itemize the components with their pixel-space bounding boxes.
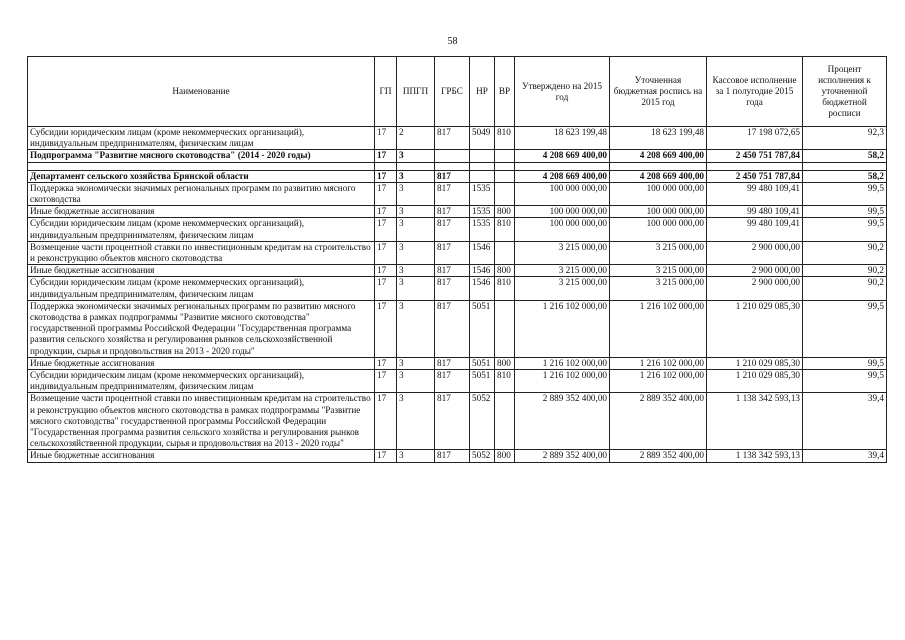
cell-refined: 100 000 000,00 bbox=[610, 218, 707, 241]
cell-name: Субсидии юридическим лицам (кроме некоммерческих организаций), индивидуальным предпринимателям, физическим лицам bbox=[28, 127, 375, 150]
cell-vr: 810 bbox=[495, 277, 515, 300]
cell-gp: 17 bbox=[375, 241, 397, 264]
cell-name: Поддержка экономически значимых региональных программ по развитию мясного скотоводства bbox=[28, 182, 375, 205]
cell-percent: 99,5 bbox=[803, 182, 887, 205]
spacer-cell bbox=[515, 162, 610, 170]
cell-grbs: 817 bbox=[435, 127, 470, 150]
cell-ppgp: 3 bbox=[397, 182, 435, 205]
cell-vr bbox=[495, 150, 515, 162]
cell-approved: 1 216 102 000,00 bbox=[515, 370, 610, 393]
cell-vr: 800 bbox=[495, 265, 515, 277]
cell-vr: 810 bbox=[495, 370, 515, 393]
cell-name: Возмещение части процентной ставки по инвестиционным кредитам на строительство и реконструкцию объектов мясного скотоводства bbox=[28, 241, 375, 264]
cell-cash: 2 450 751 787,84 bbox=[707, 150, 803, 162]
table-row bbox=[28, 450, 887, 462]
cell-name: Подпрограмма "Развитие мясного скотоводства" (2014 - 2020 годы) bbox=[28, 150, 375, 162]
header-grbs: ГРБС bbox=[435, 57, 470, 127]
cell-grbs: 817 bbox=[435, 265, 470, 277]
budget-table bbox=[27, 56, 887, 463]
cell-cash: 17 198 072,65 bbox=[707, 127, 803, 150]
cell-name: Поддержка экономически значимых региональных программ по развитию мясного скотоводства в рамках подпрограммы "Развитие мясного скотоводства" государственной программы Российской Федерации "Государственная программа развития сельского хозяйства и регулирования рынков сельскохозяйственной продукции, сырья и продовольствия на 2013 - 2020 годы" bbox=[28, 300, 375, 357]
cell-approved: 2 889 352 400,00 bbox=[515, 393, 610, 450]
table-row bbox=[28, 241, 887, 264]
cell-ppgp: 3 bbox=[397, 450, 435, 462]
cell-gp: 17 bbox=[375, 150, 397, 162]
cell-percent: 90,2 bbox=[803, 265, 887, 277]
cell-grbs: 817 bbox=[435, 218, 470, 241]
cell-grbs: 817 bbox=[435, 170, 470, 182]
cell-refined: 4 208 669 400,00 bbox=[610, 150, 707, 162]
cell-approved: 3 215 000,00 bbox=[515, 277, 610, 300]
table-row bbox=[28, 218, 887, 241]
cell-gp: 17 bbox=[375, 206, 397, 218]
cell-approved: 4 208 669 400,00 bbox=[515, 170, 610, 182]
cell-name: Департамент сельского хозяйства Брянской области bbox=[28, 170, 375, 182]
cell-refined: 1 216 102 000,00 bbox=[610, 370, 707, 393]
spacer-cell bbox=[435, 162, 470, 170]
cell-name: Субсидии юридическим лицам (кроме некоммерческих организаций), индивидуальным предпринимателям, физическим лицам bbox=[28, 370, 375, 393]
table-row bbox=[28, 170, 887, 182]
page-number: 58 bbox=[447, 36, 458, 47]
cell-np: 5051 bbox=[470, 300, 495, 357]
cell-grbs: 817 bbox=[435, 241, 470, 264]
cell-ppgp: 3 bbox=[397, 241, 435, 264]
cell-approved: 1 216 102 000,00 bbox=[515, 357, 610, 369]
cell-refined: 3 215 000,00 bbox=[610, 265, 707, 277]
cell-cash: 99 480 109,41 bbox=[707, 182, 803, 205]
cell-gp: 17 bbox=[375, 450, 397, 462]
table-row bbox=[28, 150, 887, 162]
cell-cash: 2 900 000,00 bbox=[707, 265, 803, 277]
cell-cash: 1 210 029 085,30 bbox=[707, 357, 803, 369]
cell-refined: 100 000 000,00 bbox=[610, 206, 707, 218]
cell-ppgp: 2 bbox=[397, 127, 435, 150]
cell-vr bbox=[495, 393, 515, 450]
cell-approved: 4 208 669 400,00 bbox=[515, 150, 610, 162]
cell-ppgp: 3 bbox=[397, 170, 435, 182]
table-row bbox=[28, 370, 887, 393]
cell-vr: 800 bbox=[495, 450, 515, 462]
cell-percent: 99,5 bbox=[803, 357, 887, 369]
header-refined: Уточненная бюджетная роспись на 2015 год bbox=[610, 57, 707, 127]
cell-cash: 99 480 109,41 bbox=[707, 206, 803, 218]
cell-grbs: 817 bbox=[435, 393, 470, 450]
cell-grbs bbox=[435, 150, 470, 162]
header-percent: Процент исполнения к уточненной бюджетной росписи bbox=[803, 57, 887, 127]
cell-ppgp: 3 bbox=[397, 265, 435, 277]
cell-np: 1546 bbox=[470, 241, 495, 264]
cell-percent: 58,2 bbox=[803, 170, 887, 182]
cell-approved: 3 215 000,00 bbox=[515, 265, 610, 277]
cell-approved: 3 215 000,00 bbox=[515, 241, 610, 264]
cell-approved: 18 623 199,48 bbox=[515, 127, 610, 150]
cell-gp: 17 bbox=[375, 370, 397, 393]
header-cash: Кассовое исполнение за 1 полугодие 2015 года bbox=[707, 57, 803, 127]
cell-grbs: 817 bbox=[435, 182, 470, 205]
table-row bbox=[28, 265, 887, 277]
cell-np bbox=[470, 150, 495, 162]
spacer-cell bbox=[707, 162, 803, 170]
cell-refined: 1 216 102 000,00 bbox=[610, 357, 707, 369]
spacer-row bbox=[28, 162, 887, 170]
cell-ppgp: 3 bbox=[397, 150, 435, 162]
cell-grbs: 817 bbox=[435, 277, 470, 300]
cell-refined: 3 215 000,00 bbox=[610, 241, 707, 264]
cell-vr bbox=[495, 241, 515, 264]
cell-np: 1535 bbox=[470, 182, 495, 205]
table-row bbox=[28, 127, 887, 150]
cell-name: Субсидии юридическим лицам (кроме некоммерческих организаций), индивидуальным предпринимателям, физическим лицам bbox=[28, 218, 375, 241]
cell-cash: 2 900 000,00 bbox=[707, 277, 803, 300]
cell-vr: 800 bbox=[495, 357, 515, 369]
cell-refined: 4 208 669 400,00 bbox=[610, 170, 707, 182]
cell-gp: 17 bbox=[375, 265, 397, 277]
cell-percent: 99,5 bbox=[803, 300, 887, 357]
cell-vr: 800 bbox=[495, 206, 515, 218]
cell-np: 1546 bbox=[470, 277, 495, 300]
cell-grbs: 817 bbox=[435, 300, 470, 357]
spacer-cell bbox=[28, 162, 375, 170]
cell-np: 1535 bbox=[470, 218, 495, 241]
cell-percent: 39,4 bbox=[803, 450, 887, 462]
cell-cash: 99 480 109,41 bbox=[707, 218, 803, 241]
cell-refined: 1 216 102 000,00 bbox=[610, 300, 707, 357]
spacer-cell bbox=[470, 162, 495, 170]
cell-grbs: 817 bbox=[435, 450, 470, 462]
cell-gp: 17 bbox=[375, 300, 397, 357]
cell-gp: 17 bbox=[375, 127, 397, 150]
cell-name: Субсидии юридическим лицам (кроме некоммерческих организаций), индивидуальным предпринимателям, физическим лицам bbox=[28, 277, 375, 300]
cell-approved: 100 000 000,00 bbox=[515, 182, 610, 205]
cell-ppgp: 3 bbox=[397, 277, 435, 300]
cell-np: 5051 bbox=[470, 370, 495, 393]
cell-ppgp: 3 bbox=[397, 370, 435, 393]
cell-cash: 2 900 000,00 bbox=[707, 241, 803, 264]
cell-ppgp: 3 bbox=[397, 393, 435, 450]
cell-name: Иные бюджетные ассигнования bbox=[28, 357, 375, 369]
cell-np bbox=[470, 170, 495, 182]
table-row bbox=[28, 357, 887, 369]
cell-percent: 39,4 bbox=[803, 393, 887, 450]
cell-name: Возмещение части процентной ставки по инвестиционным кредитам на строительство и реконструкцию объектов мясного скотоводства в рамках подпрограммы "Развитие мясного скотоводства" государственной программы Российской Федерации "Государственная программа развития сельского хозяйства и регулирования рынков сельскохозяйственной продукции, сырья и продовольствия на 2013 - 2020 годы" bbox=[28, 393, 375, 450]
cell-approved: 100 000 000,00 bbox=[515, 218, 610, 241]
cell-percent: 99,5 bbox=[803, 218, 887, 241]
cell-gp: 17 bbox=[375, 182, 397, 205]
table-row bbox=[28, 393, 887, 450]
cell-np: 5052 bbox=[470, 450, 495, 462]
cell-gp: 17 bbox=[375, 357, 397, 369]
cell-refined: 2 889 352 400,00 bbox=[610, 450, 707, 462]
cell-percent: 99,5 bbox=[803, 370, 887, 393]
cell-refined: 100 000 000,00 bbox=[610, 182, 707, 205]
cell-grbs: 817 bbox=[435, 206, 470, 218]
cell-name: Иные бюджетные ассигнования bbox=[28, 450, 375, 462]
spacer-cell bbox=[803, 162, 887, 170]
spacer-cell bbox=[375, 162, 397, 170]
cell-np: 5051 bbox=[470, 357, 495, 369]
header-np: НР bbox=[470, 57, 495, 127]
cell-refined: 3 215 000,00 bbox=[610, 277, 707, 300]
cell-vr bbox=[495, 182, 515, 205]
cell-cash: 1 138 342 593,13 bbox=[707, 393, 803, 450]
table-row bbox=[28, 206, 887, 218]
cell-vr: 810 bbox=[495, 218, 515, 241]
spacer-cell bbox=[610, 162, 707, 170]
cell-vr: 810 bbox=[495, 127, 515, 150]
cell-name: Иные бюджетные ассигнования bbox=[28, 265, 375, 277]
cell-percent: 90,2 bbox=[803, 277, 887, 300]
cell-ppgp: 3 bbox=[397, 357, 435, 369]
cell-approved: 2 889 352 400,00 bbox=[515, 450, 610, 462]
cell-gp: 17 bbox=[375, 170, 397, 182]
spacer-cell bbox=[495, 162, 515, 170]
cell-percent: 90,2 bbox=[803, 241, 887, 264]
header-ppgp: ППГП bbox=[397, 57, 435, 127]
cell-np: 1535 bbox=[470, 206, 495, 218]
cell-gp: 17 bbox=[375, 277, 397, 300]
table-row bbox=[28, 182, 887, 205]
header-approved: Утверждено на 2015 год bbox=[515, 57, 610, 127]
cell-percent: 92,3 bbox=[803, 127, 887, 150]
cell-name: Иные бюджетные ассигнования bbox=[28, 206, 375, 218]
cell-np: 5049 bbox=[470, 127, 495, 150]
cell-approved: 1 216 102 000,00 bbox=[515, 300, 610, 357]
cell-ppgp: 3 bbox=[397, 206, 435, 218]
cell-approved: 100 000 000,00 bbox=[515, 206, 610, 218]
cell-grbs: 817 bbox=[435, 370, 470, 393]
header-gp: ГП bbox=[375, 57, 397, 127]
cell-cash: 1 138 342 593,13 bbox=[707, 450, 803, 462]
cell-np: 5052 bbox=[470, 393, 495, 450]
cell-vr bbox=[495, 170, 515, 182]
cell-refined: 2 889 352 400,00 bbox=[610, 393, 707, 450]
cell-cash: 1 210 029 085,30 bbox=[707, 300, 803, 357]
cell-np: 1546 bbox=[470, 265, 495, 277]
cell-refined: 18 623 199,48 bbox=[610, 127, 707, 150]
cell-ppgp: 3 bbox=[397, 300, 435, 357]
table-row bbox=[28, 277, 887, 300]
cell-ppgp: 3 bbox=[397, 218, 435, 241]
table-row bbox=[28, 300, 887, 357]
cell-gp: 17 bbox=[375, 218, 397, 241]
header-name: Наименование bbox=[28, 57, 375, 127]
cell-cash: 2 450 751 787,84 bbox=[707, 170, 803, 182]
cell-percent: 58,2 bbox=[803, 150, 887, 162]
header-vr: ВР bbox=[495, 57, 515, 127]
cell-grbs: 817 bbox=[435, 357, 470, 369]
spacer-cell bbox=[397, 162, 435, 170]
cell-cash: 1 210 029 085,30 bbox=[707, 370, 803, 393]
cell-gp: 17 bbox=[375, 393, 397, 450]
cell-percent: 99,5 bbox=[803, 206, 887, 218]
cell-vr bbox=[495, 300, 515, 357]
header-row bbox=[28, 57, 887, 127]
